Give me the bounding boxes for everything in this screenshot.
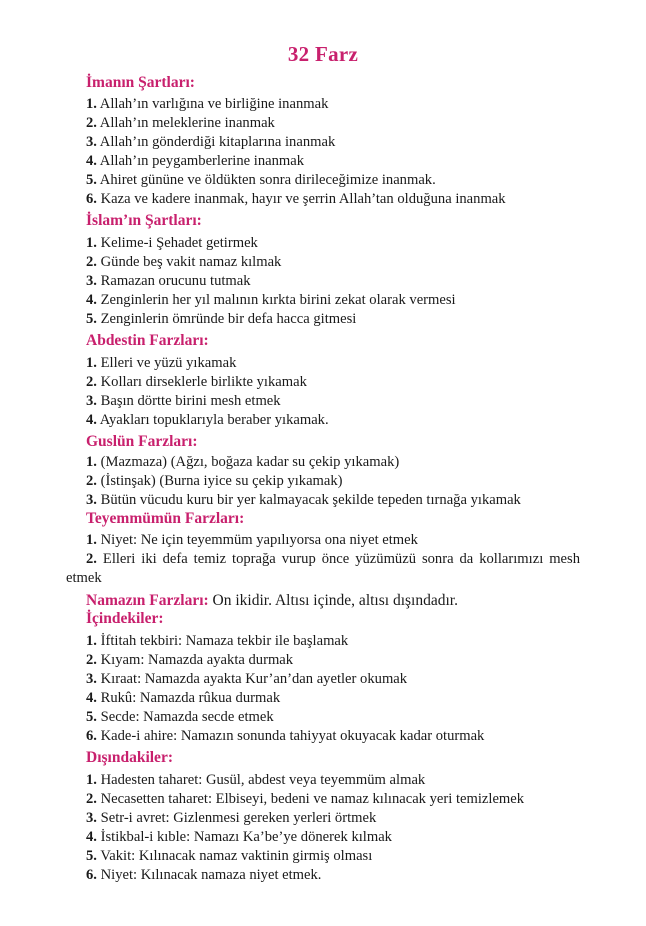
list-item (86, 273, 251, 290)
item-text: Zenginlerin ömründe bir defa hacca gitmesi (100, 311, 357, 327)
item-number: 2. (86, 254, 97, 270)
list-item (86, 153, 304, 170)
item-text: Kade-i ahire: Namazın sonunda tahiyyat okuyacak kadar oturmak (100, 728, 485, 744)
heading-icindekiler: İçindekiler: (86, 610, 164, 627)
item-number: 3. (86, 393, 97, 409)
list-item (86, 292, 456, 309)
list-item (86, 355, 236, 372)
item-text: Kaza ve kadere inanmak, hayır ve şerrin Allah’tan olduğuna inanmak (100, 191, 506, 207)
item-number: 5. (86, 848, 97, 864)
item-text: Allah’ın varlığına ve birliğine inanmak (99, 96, 329, 112)
item-number: 1. (86, 772, 97, 788)
item-text: Allah’ın peygamberlerine inanmak (99, 153, 305, 169)
item-number: 1. (86, 633, 97, 649)
list-item (86, 728, 484, 745)
heading-gusul: Guslün Farzları: (86, 433, 198, 450)
item-text: Başın dörtte birini mesh etmek (100, 393, 281, 409)
item-number: 2. (86, 115, 97, 131)
heading-iman: İmanın Şartları: (86, 74, 195, 91)
heading-teyemmum: Teyemmümün Farzları: (86, 510, 245, 527)
item-number: 4. (86, 829, 97, 845)
heading-islam: İslam’ın Şartları: (86, 212, 202, 229)
page-title: 32 Farz (287, 42, 359, 66)
list-item (86, 172, 436, 189)
item-text: Necasetten taharet: Elbiseyi, bedeni ve namaz kılınacak yeri temizlemek (100, 791, 525, 807)
list-item (86, 867, 321, 884)
item-text: Elleri ve yüzü yıkamak (100, 355, 237, 371)
item-text: Kıraat: Namazda ayakta Kur’an’dan ayetler okumak (100, 671, 408, 687)
list-item (86, 311, 356, 328)
namaz-line (86, 592, 458, 610)
item-number: 3. (86, 273, 97, 289)
item-text: İftitah tekbiri: Namaza tekbir ile başlamak (100, 633, 349, 649)
list-item (86, 473, 343, 490)
item-text: Kolları dirseklerle birlikte yıkamak (100, 374, 307, 390)
list-item (86, 848, 372, 865)
heading-disindakiler: Dışındakiler: (86, 749, 173, 766)
item-number: 5. (86, 709, 97, 725)
item-text: Allah’ın gönderdiği kitaplarına inanmak (99, 134, 336, 150)
item-number: 4. (86, 412, 97, 428)
item-text: Elleri iki defa temiz toprağa vurup önce yüzümüzü sonra da kollarımızı mesh etmek (66, 551, 580, 586)
item-text: Bütün vücudu kuru bir yer kalmayacak şekilde tepeden tırnağa yıkamak (100, 492, 521, 508)
list-item (86, 393, 281, 410)
item-number: 4. (86, 292, 97, 308)
paragraph-item (66, 550, 580, 588)
item-text: Ayakları topuklarıyla beraber yıkamak. (99, 412, 329, 428)
item-text: Setr-i avret: Gizlenmesi gereken yerleri örtmek (100, 810, 377, 826)
list-item (86, 134, 335, 151)
list-item (86, 254, 281, 271)
item-number: 2. (86, 551, 97, 567)
item-number: 6. (86, 191, 97, 207)
list-item (86, 532, 418, 549)
item-number: 5. (86, 172, 97, 188)
item-text: Niyet: Kılınacak namaza niyet etmek. (100, 867, 322, 883)
item-number: 3. (86, 810, 97, 826)
namaz-note: On ikidir. Altısı içinde, altısı dışındadır. (212, 592, 458, 609)
item-number: 3. (86, 134, 97, 150)
list-item (86, 492, 521, 509)
list-item (86, 96, 328, 113)
item-text: Allah’ın meleklerine inanmak (99, 115, 275, 131)
item-number: 6. (86, 867, 97, 883)
item-text: Kıyam: Namazda ayakta durmak (100, 652, 294, 668)
heading-abdest: Abdestin Farzları: (86, 332, 209, 349)
item-text: Ahiret gününe ve öldükten sonra dirileceğimize inanmak. (99, 172, 436, 188)
item-number: 2. (86, 652, 97, 668)
list-item (86, 652, 293, 669)
item-text: Rukû: Namazda rûkua durmak (100, 690, 281, 706)
list-item (86, 772, 425, 789)
list-item (86, 454, 399, 471)
item-number: 1. (86, 454, 97, 470)
item-number: 3. (86, 671, 97, 687)
item-number: 1. (86, 532, 97, 548)
list-item (86, 191, 506, 208)
item-number: 2. (86, 791, 97, 807)
list-item (86, 412, 329, 429)
item-number: 1. (86, 235, 97, 251)
item-text: Vakit: Kılınacak namaz vaktinin girmiş olması (100, 848, 373, 864)
item-text: Hadesten taharet: Gusül, abdest veya teyemmüm almak (100, 772, 426, 788)
list-item (86, 115, 275, 132)
list-item (86, 633, 348, 650)
list-item (86, 690, 280, 707)
item-text: Günde beş vakit namaz kılmak (100, 254, 282, 270)
item-number: 4. (86, 690, 97, 706)
item-number: 3. (86, 492, 97, 508)
item-number: 5. (86, 311, 97, 327)
item-text: Ramazan orucunu tutmak (100, 273, 251, 289)
list-item (86, 709, 274, 726)
item-number: 6. (86, 728, 97, 744)
item-number: 2. (86, 473, 97, 489)
item-text: Secde: Namazda secde etmek (100, 709, 274, 725)
list-item (86, 791, 524, 808)
list-item (86, 374, 307, 391)
item-text: Kelime-i Şehadet getirmek (100, 235, 258, 251)
item-number: 1. (86, 355, 97, 371)
list-item (86, 235, 258, 252)
item-text: Zenginlerin her yıl malının kırkta birini zekat olarak vermesi (100, 292, 456, 308)
item-text: Niyet: Ne için teyemmüm yapılıyorsa ona niyet etmek (100, 532, 418, 548)
item-text: İstikbal-i kıble: Namazı Ka’be’ye dönerek kılmak (100, 829, 392, 845)
list-item (86, 810, 376, 827)
item-number: 4. (86, 153, 97, 169)
heading-namaz: Namazın Farzları: (86, 592, 209, 609)
item-number: 1. (86, 96, 97, 112)
list-item (86, 671, 407, 688)
item-text: (Mazmaza) (Ağzı, boğaza kadar su çekip yıkamak) (100, 454, 400, 470)
item-text: (İstinşak) (Burna iyice su çekip yıkamak) (100, 473, 343, 489)
item-number: 2. (86, 374, 97, 390)
list-item (86, 829, 392, 846)
